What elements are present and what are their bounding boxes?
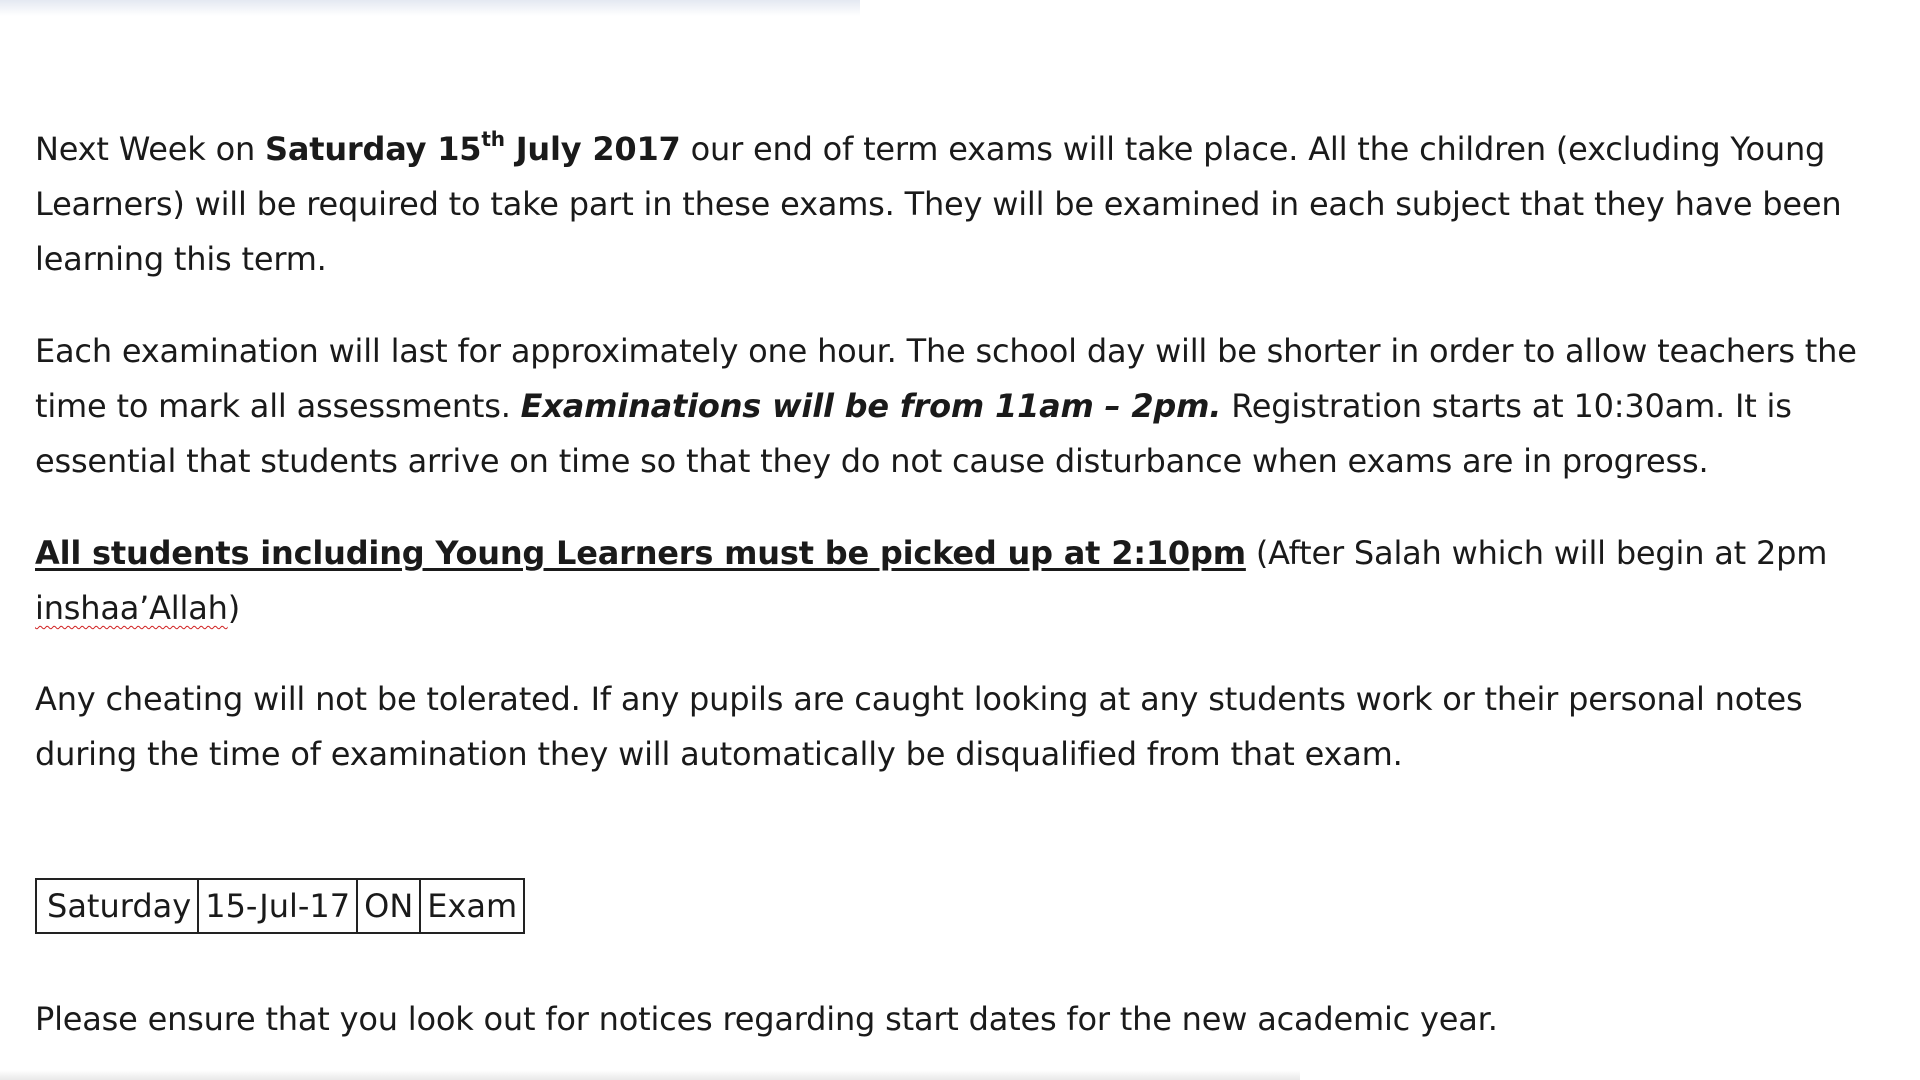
exam-hours-emphasis: Examinations will be from 11am – 2pm. — [520, 387, 1222, 425]
paragraph-text: our end of term exams will take place. All the children (excluding Young Learners) will be required to take part in these exams. They will be examined in each subject that they have been learning this term. — [35, 130, 1842, 278]
ordinal-suffix: th — [481, 127, 505, 151]
paragraph-academic-year-notice: Please ensure that you look out for notices regarding start dates for the new academic year. — [35, 1000, 1498, 1038]
table-cell-on: ON — [357, 879, 420, 933]
bottom-edge-shadow — [0, 1070, 1300, 1080]
spellcheck-flagged-word: inshaa’Allah — [35, 589, 228, 627]
table-cell-event: Exam — [420, 879, 524, 933]
table-row — [36, 879, 524, 933]
pickup-notice-emphasis: All students including Young Learners must be picked up at 2:10pm — [35, 534, 1246, 572]
document-body — [35, 122, 1895, 782]
exam-schedule-table — [35, 878, 525, 934]
exam-date-month-year: July 2017 — [504, 130, 681, 168]
paragraph-text: Each examination will last for approximately one hour. The school day will be shorter in order to allow teachers the time to mark all assessments. — [35, 332, 1857, 425]
paragraph-pickup-time — [35, 526, 1895, 636]
paragraph-text: Next Week on — [35, 130, 265, 168]
paragraph-exam-duration — [35, 324, 1895, 489]
paragraph-text: ) — [227, 589, 240, 627]
paragraph-text: (After Salah which will begin at 2pm — [1245, 534, 1828, 572]
table-cell-day: Saturday — [36, 879, 198, 933]
top-edge-shadow — [0, 0, 860, 16]
exam-date-day: Saturday 15 — [265, 130, 482, 168]
exam-date-bold — [265, 127, 681, 168]
paragraph-text: Registration starts at 10:30am. It is essential that students arrive on time so that they do not cause disturbance when exams are in progress. — [35, 387, 1792, 480]
paragraph-cheating-policy: Any cheating will not be tolerated. If any pupils are caught looking at any students work or their personal notes during the time of examination they will automatically be disqualified from that exam. — [35, 680, 1803, 773]
paragraph-exam-date — [35, 122, 1895, 287]
table-cell-date: 15-Jul-17 — [198, 879, 357, 933]
